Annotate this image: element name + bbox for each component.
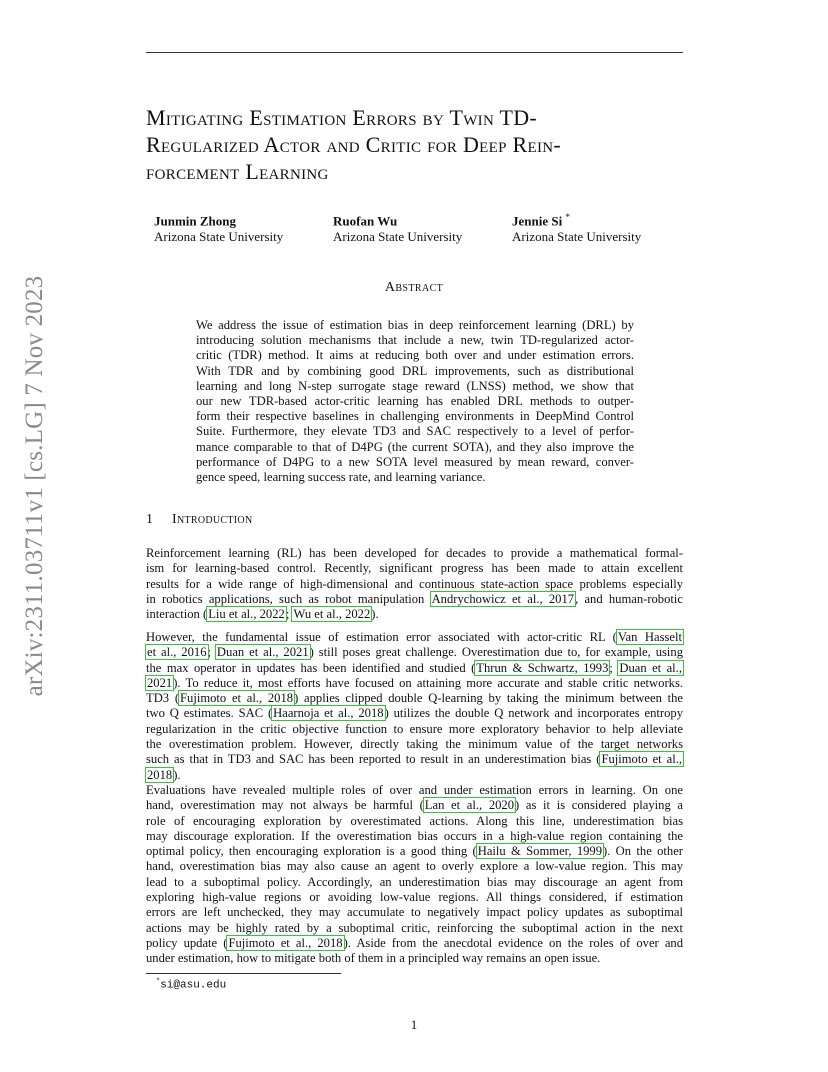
text-segment: errors are left unchecked, they may accumulate to negatively impact policy updates as suboptimal [146, 905, 683, 920]
arxiv-stamp[interactable]: arXiv:2311.03711v1 [cs.LG] 7 Nov 2023 [21, 275, 48, 697]
text-line [146, 752, 683, 767]
text-segment: However, the fundamental issue of estimation error associated with actor-critic RL ( [146, 630, 617, 644]
text-line [146, 561, 683, 576]
text-segment: optimal policy, then encouraging exploration is a good thing ( [146, 844, 477, 859]
text-segment: under estimation, how to mitigate both of them in a principled way remains an open issue. [146, 951, 601, 966]
author-affiliation: Arizona State University [512, 229, 642, 245]
abstract-line: critic (TDR) method. It aims at reducing both over and under estimation errors. [196, 348, 634, 363]
text-line [146, 630, 683, 645]
paragraph [146, 546, 683, 622]
text-line [146, 875, 683, 890]
citation-link[interactable]: 2021 [147, 675, 173, 690]
text-segment: results for a wide range of high-dimensional and continuous state-action space problems especially [146, 576, 683, 591]
abstract-line: form their respective baselines in challenging environments in DeepMind Control [196, 409, 634, 424]
abstract-line: learning and long N-step surrogate stage reward (LNSS) method, we show that [196, 378, 634, 393]
title-line: forcement Learning [146, 159, 329, 184]
text-segment: exploring high-value regions or avoiding low-value regions. All things considered, if estimation [146, 890, 683, 905]
text-line [146, 890, 683, 905]
text-line [146, 905, 683, 920]
footnote-email[interactable]: si@asu.edu [160, 979, 227, 992]
title-line: Regularized Actor and Critic for Deep Rein- [146, 132, 562, 157]
text-segment: may discourage exploration. If the overestimation bias occurs in a high-value region containing the [146, 828, 683, 843]
text-line [146, 814, 683, 829]
abstract-line: We address the issue of estimation bias in deep reinforcement learning (DRL) by [196, 318, 634, 332]
citation-link[interactable]: Fujimoto et al., [601, 752, 682, 767]
text-line [146, 661, 683, 676]
paragraph [146, 630, 683, 783]
text-line [146, 921, 683, 936]
text-line [146, 737, 683, 752]
text-segment: ). To reduce it, most efforts have focused on attaining more accurate and stable critic networks. [173, 675, 683, 690]
text-segment: hand, overestimation may not always be harmful ( [146, 798, 424, 813]
footnote-mark: * [156, 978, 161, 986]
section-number: 1 [146, 512, 154, 527]
citation-link[interactable]: Haarnoja et al., 2018 [273, 706, 384, 721]
text-segment: ism for learning-based control. Recently, significant progress has been made to attain excellent [146, 561, 683, 576]
abstract-line: gence speed, learning success rate, and learning variance. [196, 470, 486, 485]
citation-link[interactable]: 2018 [147, 767, 173, 782]
author-block [333, 209, 462, 245]
text-segment: two Q estimates. SAC ( [146, 706, 273, 721]
footnote [156, 978, 226, 992]
section-title: Introduction [172, 512, 253, 527]
abstract-line: introducing solution mechanisms that include a new, twin TD-regularized actor- [196, 333, 634, 348]
text-segment: role of encouraging exploration by overestimated actions. Along this line, underestimation bias [146, 813, 683, 828]
text-line [146, 546, 683, 561]
abstract-line: mance comparable to that of D4PG (the current SOTA), and they also improve the [196, 439, 634, 454]
text-line [146, 722, 683, 737]
text-segment: interaction ( [146, 607, 208, 622]
text-line [146, 706, 683, 721]
text-line [146, 844, 683, 859]
text-line [146, 951, 683, 966]
text-segment: hand, overestimation bias may also cause an agent to overly explore a low-value region. This may [146, 859, 683, 874]
footnote-rule [146, 973, 341, 974]
text-segment: actions may be highly rated by a suboptimal critic, reinforcing the suboptimal action in the next [146, 920, 683, 935]
citation-link[interactable]: Duan et al., [619, 660, 682, 675]
citation-link[interactable]: Lan et al., 2020 [424, 798, 515, 813]
text-line [146, 676, 683, 691]
text-segment: ) utilizes the double Q network and incorporates entropy [384, 706, 683, 721]
title-line: Mitigating Estimation Errors by Twin TD- [146, 105, 538, 130]
text-segment: ) still poses great challenge. Overestimation due to, for example, using [309, 645, 683, 660]
author-block [154, 209, 283, 245]
text-line [146, 829, 683, 844]
abstract-heading: Abstract [384, 280, 444, 295]
section-heading [146, 512, 252, 528]
author-name: Junmin Zhong [154, 213, 237, 229]
text-line [146, 592, 683, 607]
author-affiliation: Arizona State University [333, 229, 463, 245]
text-segment: , and human-robotic [575, 591, 683, 606]
text-line [146, 607, 683, 622]
text-line [146, 691, 683, 706]
citation-link[interactable]: Thrun & Schwartz, 1993 [476, 660, 609, 675]
text-line [146, 768, 683, 783]
citation-link[interactable]: et al., 2016 [147, 645, 207, 660]
citation-link[interactable]: Fujimoto et al., 2018 [180, 691, 294, 706]
text-line [146, 577, 683, 592]
text-segment: Evaluations have revealed multiple roles of over and under estimation errors in learning. On one [146, 783, 683, 797]
text-segment: regularization in the critic objective function to ensure more exploratory behavior to help alleviate [146, 721, 683, 736]
text-segment: ) applies clipped double Q-learning by taking the minimum between the [294, 691, 683, 706]
text-line [146, 936, 683, 951]
citation-link[interactable]: Andrychowicz et al., 2017 [431, 591, 575, 606]
footnote-mark[interactable]: * [565, 212, 570, 222]
text-segment: TD3 ( [146, 691, 180, 706]
citation-link[interactable]: Wu et al., 2022 [293, 607, 371, 622]
text-segment: Reinforcement learning (RL) has been developed for decades to provide a mathematical formal- [146, 546, 683, 560]
text-segment: ; [609, 660, 619, 675]
citation-link[interactable]: Liu et al., 2022 [208, 607, 285, 622]
text-segment: ). [371, 607, 379, 622]
citation-link[interactable]: Duan et al., 2021 [216, 645, 309, 660]
text-segment: policy update ( [146, 935, 228, 950]
abstract-body [196, 318, 634, 485]
text-segment: ) as it is considered playing a [515, 798, 683, 813]
text-line [146, 783, 683, 798]
text-segment: ; [285, 607, 293, 622]
text-line [146, 798, 683, 813]
abstract-line: performance of D4PG to a new SOTA level measured by mean reward, conver- [196, 454, 634, 469]
citation-link[interactable]: Fujimoto et al., 2018 [228, 935, 343, 950]
text-segment: the max operator in updates has been identified and studied ( [146, 660, 476, 675]
page-number: 1 [410, 1017, 418, 1032]
citation-link[interactable]: Hailu & Sommer, 1999 [477, 844, 603, 859]
paper-title [146, 104, 691, 185]
citation-link[interactable]: Van Hasselt [617, 630, 682, 644]
header-rule [146, 52, 683, 53]
author-block [512, 209, 641, 245]
author-affiliation: Arizona State University [154, 229, 284, 245]
text-segment: in robotics applications, such as robot manipulation [146, 591, 431, 606]
text-segment: such as that in TD3 and SAC has been reported to result in an underestimation bias ( [146, 752, 601, 767]
abstract-line: Suite. Furthermore, they elevate TD3 and SAC respectively to a level of perfor- [196, 424, 634, 439]
text-segment: ). [173, 767, 181, 782]
abstract-line: our new TDR-based actor-critic learning has enabled DRL methods to outper- [196, 394, 634, 409]
abstract-line: With TDR and by combining good DRL improvements, such as distributional [196, 363, 634, 378]
author-name: Ruofan Wu [333, 213, 398, 229]
author-name: Jennie Si * [512, 212, 570, 229]
text-segment: ). On the other [603, 844, 683, 859]
text-segment: the overestimation problem. However, directly taking the minimum value of the target networks [146, 737, 683, 752]
text-segment: lead to a suboptimal policy. Accordingly, an underestimation bias may discourage an agent from [146, 874, 683, 889]
text-segment: ). Aside from the anecdotal evidence on the roles of over and [343, 935, 683, 950]
text-line [146, 645, 683, 660]
paragraph [146, 783, 683, 967]
text-segment: ; [207, 645, 216, 660]
text-line [146, 859, 683, 874]
